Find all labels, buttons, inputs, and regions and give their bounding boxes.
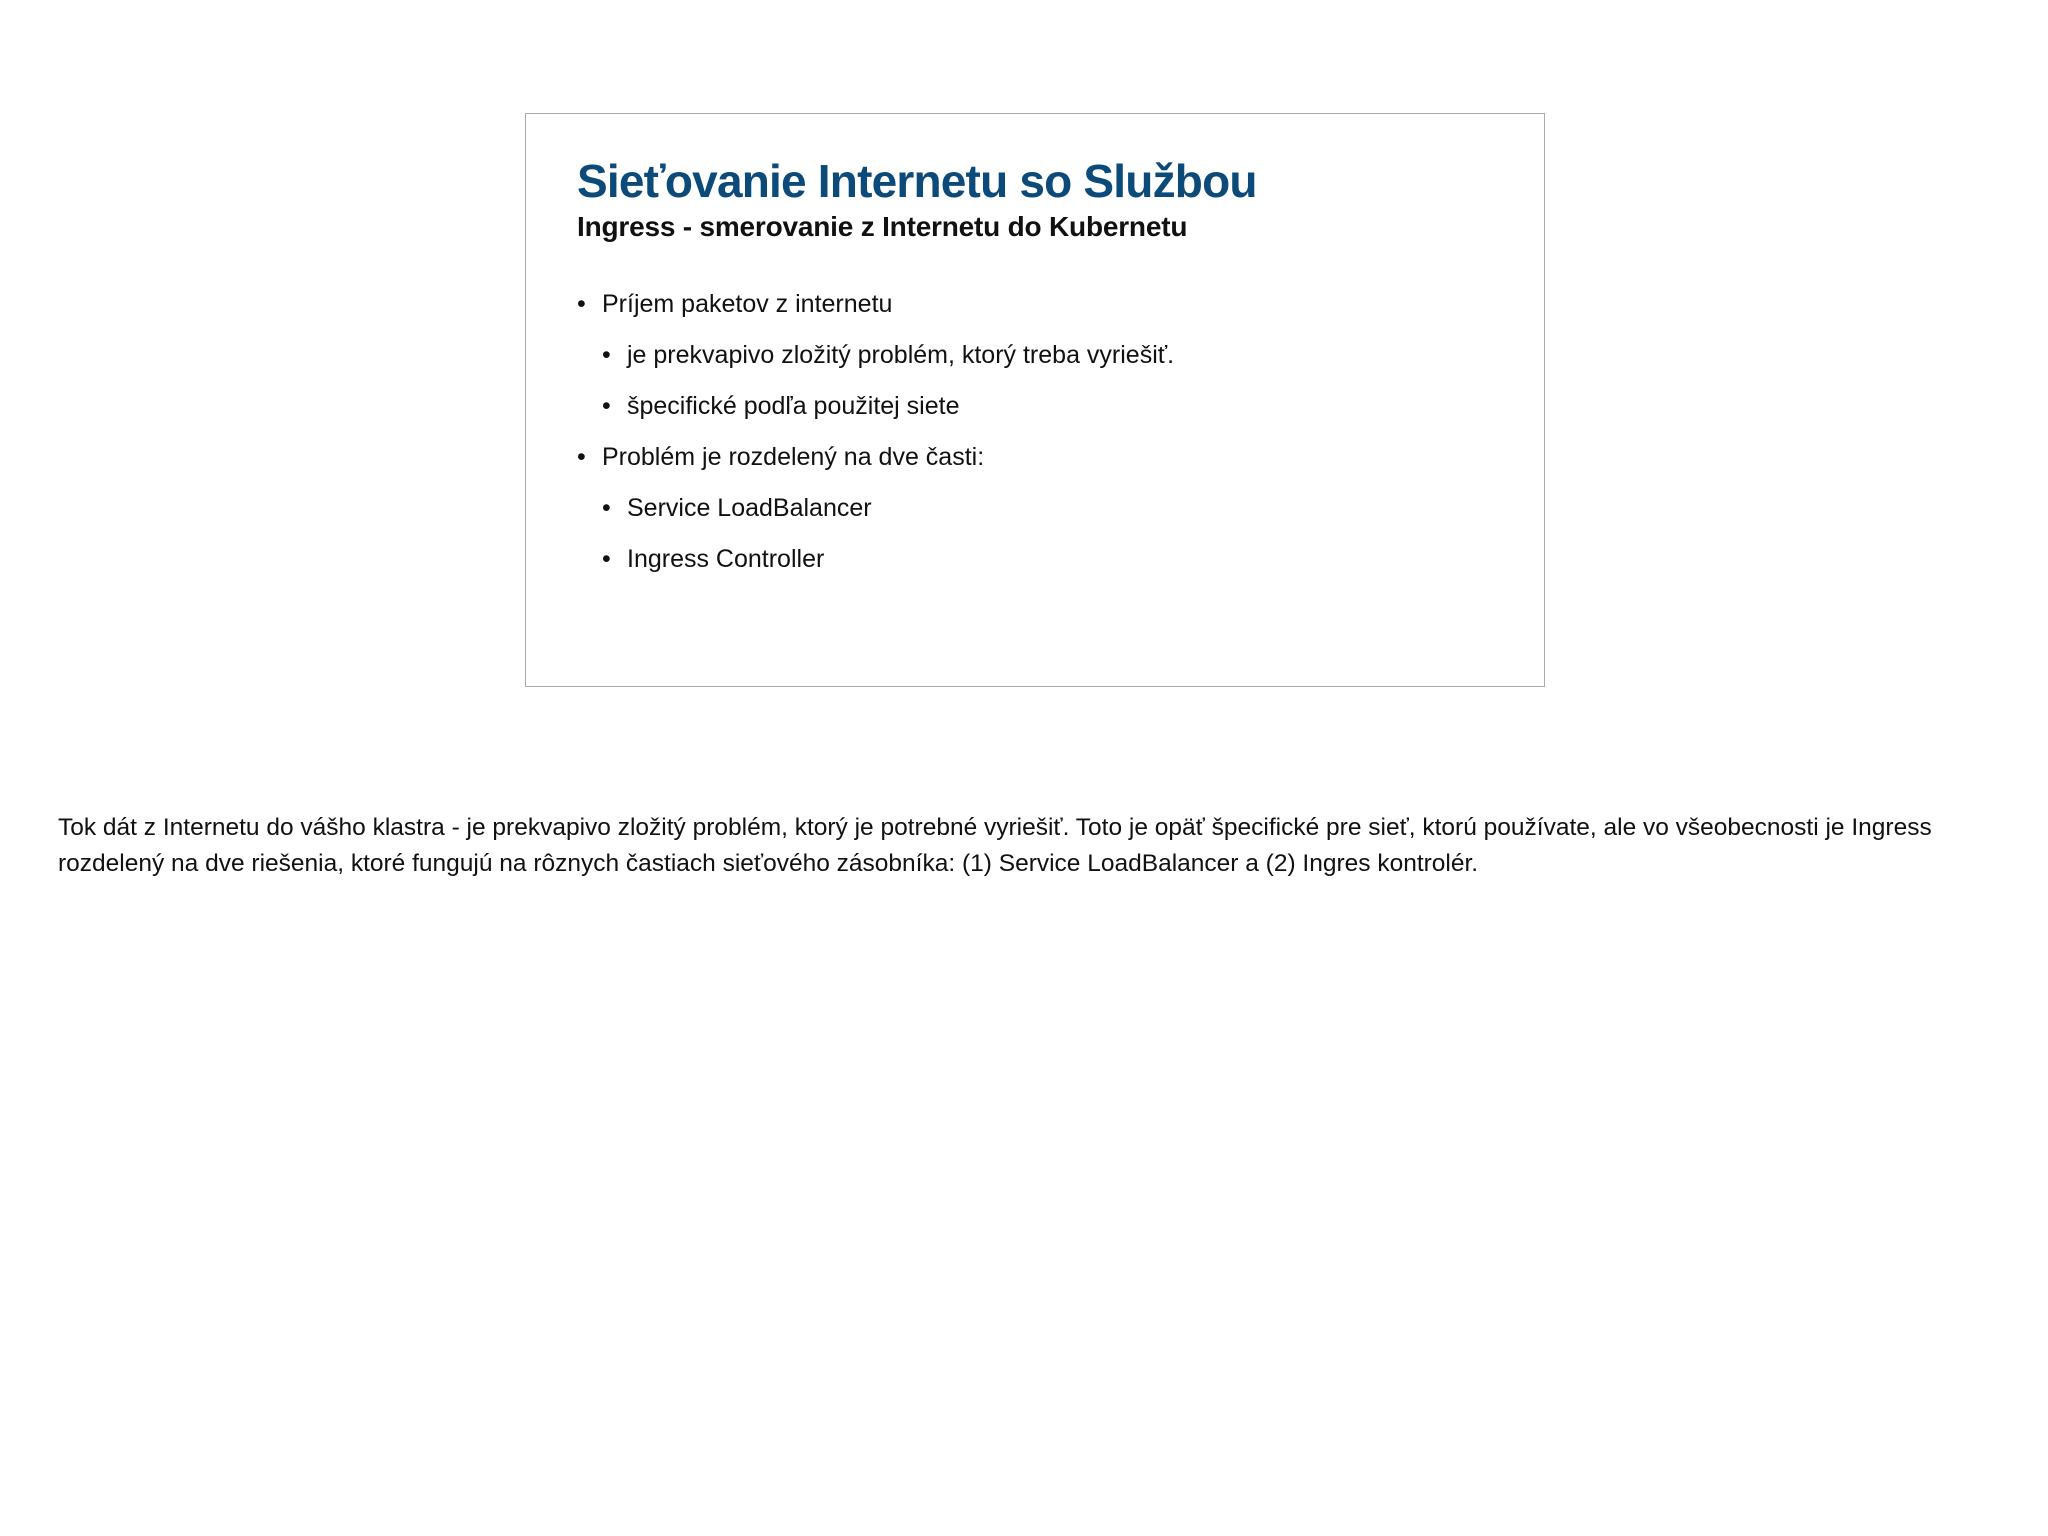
- bullet-item: [577, 340, 1174, 391]
- bullet-dot-icon: •: [602, 494, 611, 522]
- bullet-text: Problém je rozdelený na dve časti:: [602, 443, 985, 471]
- bullet-dot-icon: •: [577, 290, 586, 318]
- slide-frame: [525, 113, 1545, 687]
- bullet-dot-icon: •: [602, 341, 611, 369]
- bullet-text: je prekvapivo zložitý problém, ktorý treba vyriešiť.: [627, 341, 1175, 369]
- slide-title: Sieťovanie Internetu so Službou: [577, 155, 1257, 207]
- bullet-dot-icon: •: [602, 545, 611, 573]
- bullet-item: [577, 289, 1174, 340]
- bullet-text: Príjem paketov z internetu: [602, 290, 893, 318]
- bullet-dot-icon: •: [577, 443, 586, 471]
- bullet-text: Service LoadBalancer: [627, 494, 872, 522]
- bullet-item: [577, 391, 1174, 442]
- bullet-dot-icon: •: [602, 392, 611, 420]
- bullet-text: špecifické podľa použitej siete: [627, 392, 960, 420]
- slide-subtitle: Ingress - smerovanie z Internetu do Kubernetu: [577, 211, 1188, 242]
- speaker-notes: Tok dát z Internetu do vášho klastra - je prekvapivo zložitý problém, ktorý je potrebné vyriešiť. Toto je opäť špecifické pre sieť, ktorú používate, ale vo všeobecnosti je Ingress rozdelený na dve riešenia, ktoré fungujú na rôznych častiach sieťového zásobníka: (1) Service LoadBalancer a (2) Ingres kontrolér.: [58, 814, 1932, 877]
- bullet-item: [577, 442, 1174, 493]
- bullet-list: [577, 289, 1174, 595]
- bullet-text: Ingress Controller: [627, 545, 825, 573]
- bullet-item: [577, 544, 1174, 595]
- bullet-item: [577, 493, 1174, 544]
